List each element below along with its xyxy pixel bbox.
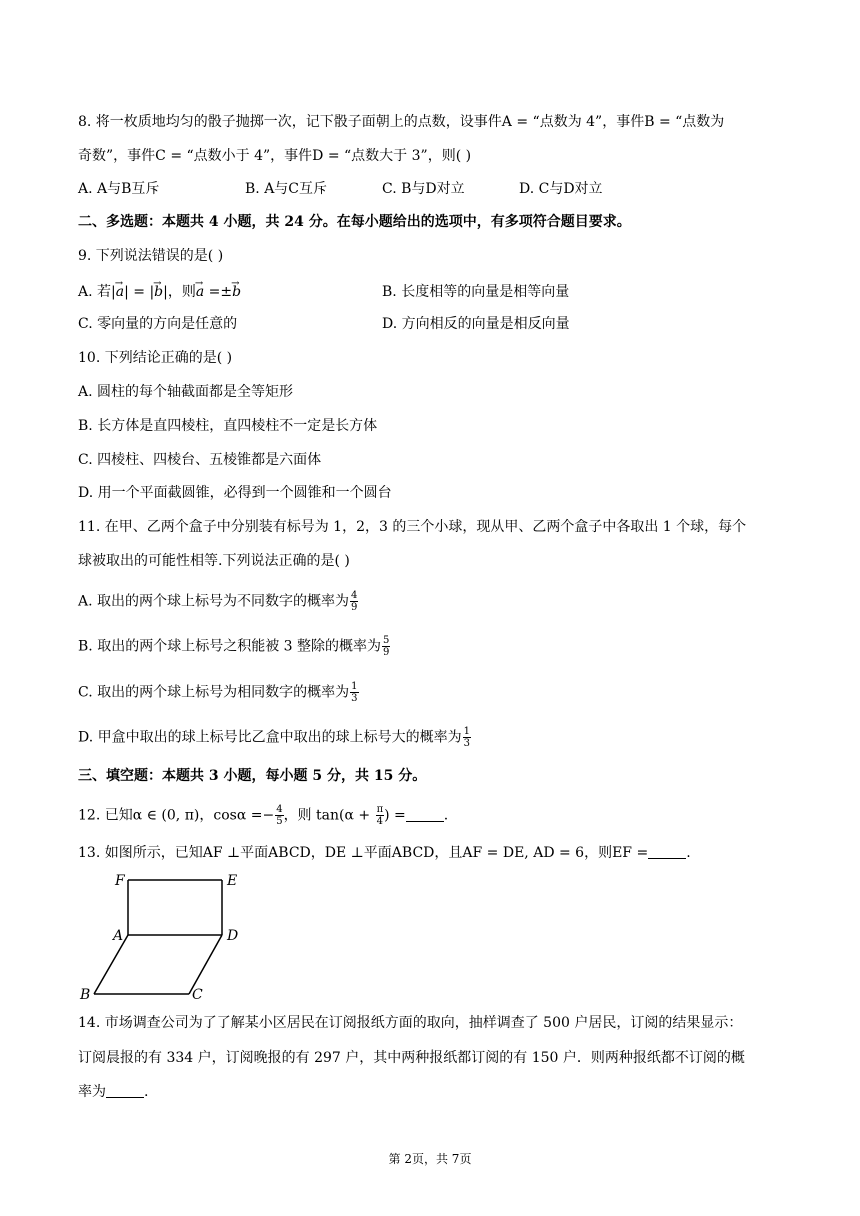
label-e: E [227, 873, 238, 889]
section-3-heading: 三、填空题：本题共 3 小题，每小题 5 分，共 15 分。 [78, 768, 427, 784]
question-14-line-1: 14. 市场调查公司为了了解某小区居民在订阅报纸方面的取向，抽样调查了 500 户居民，订阅的结果显示： [78, 1015, 743, 1031]
q13-text: 13. 如图所示，已知AF ⊥平面ABCD，DE ⊥平面ABCD，且AF = DE, AD = 6，则EF = [78, 845, 649, 861]
vector-a-2: → a [196, 284, 204, 300]
option-text: A. 取出的两个球上标号为不同数字的概率为 [78, 593, 350, 610]
vector-a: → a [116, 284, 124, 300]
question-9-option-c: C. 零向量的方向是任意的 [78, 316, 238, 332]
numerator: 1 [351, 681, 358, 692]
question-9-option-d: D. 方向相反的向量是相反向量 [382, 316, 570, 332]
numerator: π [376, 804, 384, 815]
question-10-stem: 10. 下列结论正确的是( ) [78, 350, 233, 366]
label-f: F [115, 873, 125, 889]
vector-b: → b [154, 284, 163, 300]
question-10-option-c: C. 四棱柱、四棱台、五棱锥都是六面体 [78, 452, 322, 468]
question-8-option-d: D. C与D对立 [519, 181, 603, 197]
question-8-option-a: A. A与B互斥 [78, 181, 160, 197]
option-text: D. 甲盒中取出的球上标号比乙盒中取出的球上标号大的概率为 [78, 729, 462, 746]
q12-end: . [443, 807, 449, 824]
label-a: A [113, 928, 124, 944]
question-10-option-a: A. 圆柱的每个轴截面都是全等矩形 [78, 384, 294, 400]
numerator: 5 [383, 635, 390, 646]
fraction [275, 804, 283, 827]
denominator: 4 [376, 816, 384, 827]
edge-dc [189, 935, 222, 994]
option-text: B. 取出的两个球上标号之积能被 3 整除的概率为 [78, 638, 381, 655]
option-a-mid-2: |，则 [163, 284, 196, 300]
question-11-option-a [78, 590, 358, 613]
answer-blank[interactable] [106, 1083, 144, 1098]
vector-b-2: → b [232, 284, 241, 300]
question-9-stem: 9. 下列说法错误的是( ) [78, 248, 224, 264]
denominator: 5 [276, 816, 283, 827]
denominator: 3 [463, 738, 470, 749]
q14-end: . [144, 1084, 149, 1100]
numerator: 1 [463, 726, 470, 737]
q12-suffix: ) = [384, 807, 406, 824]
q14-line-3-text: 率为 [78, 1084, 106, 1100]
question-11-line-2: 球被取出的可能性相等.下列说法正确的是( ) [78, 553, 350, 569]
label-c: C [192, 987, 203, 1000]
fraction [350, 590, 358, 613]
q13-end: . [686, 845, 691, 861]
question-10-option-b: B. 长方体是直四棱柱，直四棱柱不一定是长方体 [78, 418, 378, 434]
question-11-option-d [78, 726, 471, 749]
option-a-prefix: A. 若 [78, 284, 112, 300]
fraction [350, 681, 358, 704]
question-13 [78, 843, 691, 863]
fraction [382, 635, 390, 658]
answer-blank[interactable] [406, 807, 444, 822]
geometry-figure [76, 868, 256, 1000]
question-10-option-d: D. 用一个平面截圆锥，必得到一个圆锥和一个圆台 [78, 485, 392, 501]
page-footer: 第 2页，共 7页 [388, 1152, 472, 1166]
question-14-line-3 [78, 1082, 148, 1102]
question-11-option-b [78, 635, 390, 658]
question-14-line-2: 订阅晨报的有 334 户，订阅晚报的有 297 户，其中两种报纸都订阅的有 150 户．则两种报纸都不订阅的概 [78, 1050, 745, 1066]
option-a-mid-3: =± [204, 284, 233, 300]
denominator: 9 [351, 602, 358, 613]
option-a-mid-1: | = | [124, 284, 155, 300]
question-8-option-b: B. A与C互斥 [245, 181, 328, 197]
denominator: 9 [383, 647, 390, 658]
question-11-line-1: 11. 在甲、乙两个盒子中分别装有标号为 1，2，3 的三个小球，现从甲、乙两个盒子中各取出 1 个球，每个 [78, 519, 747, 535]
question-11-option-c [78, 681, 359, 704]
label-d: D [227, 928, 239, 944]
label-b: B [80, 987, 91, 1000]
question-8-option-c: C. B与D对立 [382, 181, 465, 197]
question-9-option-a: A. 若|→ a| = |→ b|，则→ a =±→ b [78, 282, 241, 302]
answer-blank[interactable] [648, 844, 686, 859]
question-9-option-b: B. 长度相等的向量是相等向量 [382, 284, 570, 300]
denominator: 3 [351, 693, 358, 704]
fraction [463, 726, 471, 749]
option-text: C. 取出的两个球上标号为相同数字的概率为 [78, 684, 350, 701]
question-12 [78, 804, 448, 827]
numerator: 4 [351, 590, 358, 601]
question-8-line-2: 奇数”，事件C = “点数小于 4”，事件D = “点数大于 3”，则( ) [78, 148, 472, 164]
question-8-line-1: 8. 将一枚质地均匀的骰子抛掷一次，记下骰子面朝上的点数，设事件A = “点数为 4”，事件B = “点数为 [78, 114, 725, 130]
numerator: 4 [276, 804, 283, 815]
q12-prefix: 12. 已知α ∈ (0, π)，cosα =− [78, 807, 275, 824]
q12-mid: ，则 tan(α + [283, 807, 375, 824]
section-2-heading: 二、多选题：本题共 4 小题，共 24 分。在每小题给出的选项中，有多项符合题目要求。 [78, 214, 631, 230]
fraction [376, 804, 385, 827]
